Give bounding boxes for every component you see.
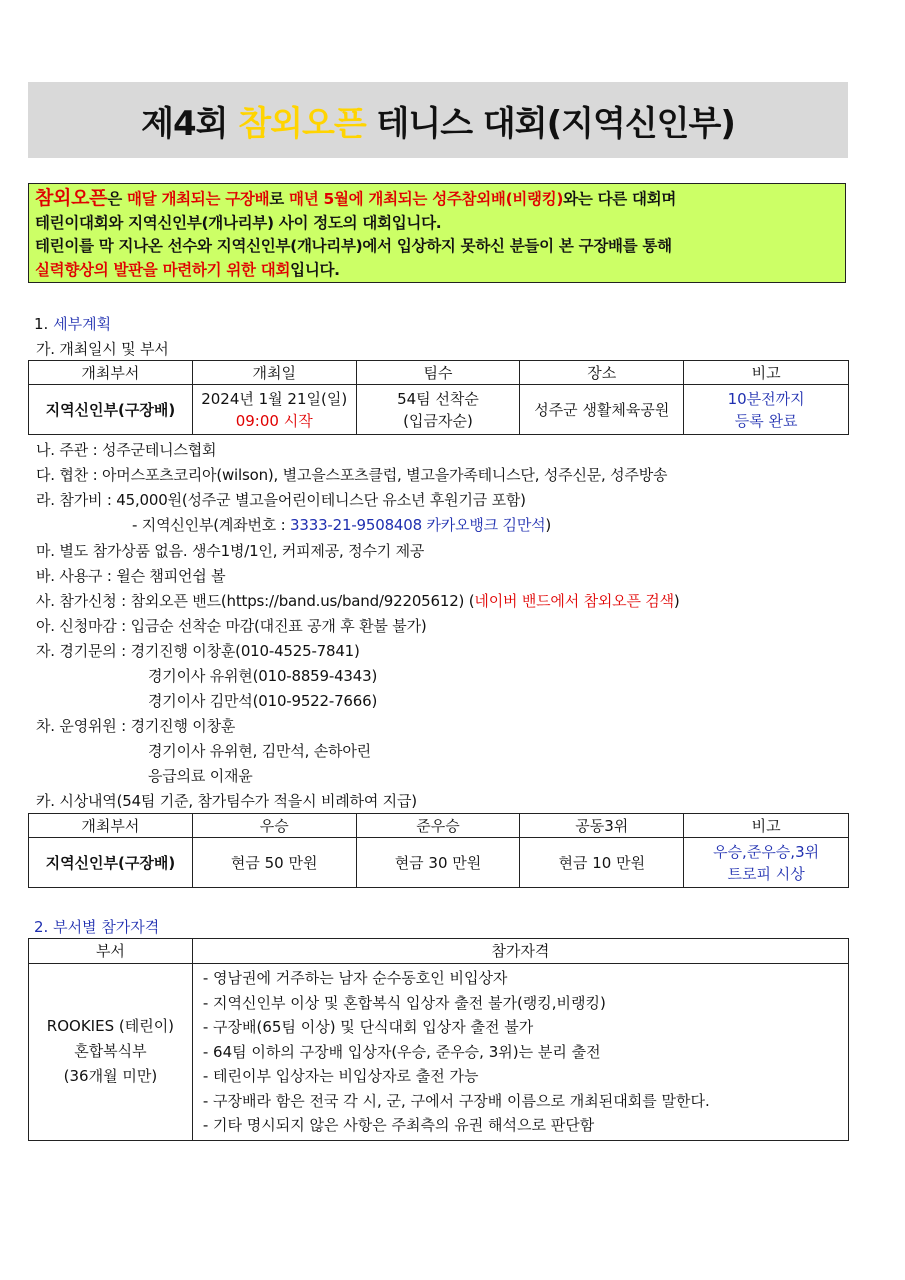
header-cell: 개최일 — [192, 361, 356, 385]
header-cell: 비고 — [684, 361, 849, 385]
item-ga: 가. 개최일시 및 부서 — [36, 340, 169, 358]
item-ah: 아. 신청마감 : 입금순 선착순 마감(대진표 공개 후 환불 불가) — [36, 617, 427, 635]
date-text: 2024년 1월 21일(일) — [201, 389, 348, 408]
intro-line-4 — [35, 259, 839, 283]
item-cha: 차. 운영위원 : 경기진행 이창훈 — [36, 717, 236, 735]
prize-first: 현금 50 만원 — [192, 838, 356, 888]
place-cell: 성주군 생활체육공원 — [520, 385, 684, 435]
header-cell: 개최부서 — [29, 361, 193, 385]
item-cha-3: 응급의료 이재윤 — [148, 767, 253, 785]
item-ka: 카. 시상내역(54팀 기준, 참가팀수가 적을시 비례하여 지급) — [36, 792, 417, 810]
note-text: 10분전까지 — [727, 389, 805, 408]
teams-text: 54팀 선착순 — [397, 389, 479, 408]
rules-cell — [192, 964, 848, 1141]
note-text: 우승,준우승,3위 — [713, 842, 820, 861]
intro-line-2: 테린이대회와 지역신인부(개나리부) 사이 정도의 대회입니다. — [35, 213, 442, 232]
title-prefix: 제4회 — [141, 103, 228, 144]
intro-line-3: 테린이를 막 지나온 선수와 지역신인부(개나리부)에서 입상하지 못하신 분들이 본 구장배를 통해 — [35, 237, 672, 255]
header-cell: 팀수 — [356, 361, 520, 385]
table-row — [29, 838, 849, 888]
account-number: 3333-21-9508408 카카오뱅크 김만석 — [290, 516, 546, 534]
item-ma: 마. 별도 참가상품 없음. 생수1병/1인, 커피제공, 정수기 제공 — [36, 542, 425, 560]
table-header-row — [29, 814, 849, 838]
table-header-row — [29, 361, 849, 385]
rule-item: - 영남권에 거주하는 남자 순수동호인 비입상자 — [202, 969, 508, 987]
header-cell: 개최부서 — [29, 814, 193, 838]
header-cell: 비고 — [684, 814, 849, 838]
signup-close: ) — [673, 592, 680, 610]
section-number: 1. — [34, 315, 49, 333]
page-title — [28, 82, 848, 158]
item-ja: 자. 경기문의 : 경기진행 이창훈(010-4525-7841) — [36, 642, 360, 660]
intro-text: 와는 다른 대회며 — [563, 190, 677, 208]
title-suffix: 테니스 대회(지역신인부) — [376, 103, 735, 144]
note-text: 트로피 시상 — [727, 864, 805, 883]
section-2-heading: 2. 부서별 참가자격 — [34, 918, 160, 936]
intro-red-text: 실력향상의 발판을 마련하기 위한 대회 — [35, 260, 291, 279]
dept-text: (36개월 미만) — [63, 1067, 158, 1086]
prize-second: 현금 30 만원 — [356, 838, 520, 888]
teams-cell — [356, 385, 520, 435]
table-row — [29, 964, 849, 1141]
note-cell — [684, 385, 849, 435]
intro-red-text: 매달 개최되는 구장배 — [127, 190, 270, 208]
item-ra-account — [132, 514, 551, 535]
signup-search-hint: 네이버 밴드에서 참외오픈 검색 — [474, 592, 674, 610]
intro-line-1 — [35, 187, 839, 212]
rule-item: - 지역신인부 이상 및 혼합복식 입상자 출전 불가(랭킹,비랭킹) — [202, 993, 606, 1012]
teams-note: (입금자순) — [403, 411, 473, 430]
header-cell: 장소 — [520, 361, 684, 385]
header-cell: 공동3위 — [520, 814, 684, 838]
table-header-row — [29, 939, 849, 964]
dept-text: ROOKIES (테린이) — [46, 1017, 175, 1036]
header-cell: 참가자격 — [192, 939, 848, 964]
prize-table — [28, 813, 849, 888]
rule-item: - 구장배라 함은 전국 각 시, 군, 구에서 구장배 이름으로 개최된대회를 말한다. — [202, 1091, 710, 1110]
account-close: ) — [545, 516, 552, 534]
rule-item: - 64팀 이하의 구장배 입상자(우승, 준우승, 3위)는 분리 출전 — [202, 1042, 601, 1061]
header-cell: 준우승 — [356, 814, 520, 838]
section-title: 세부계획 — [53, 315, 112, 333]
item-cha-2: 경기이사 유위현, 김만석, 손하아린 — [148, 742, 371, 760]
intro-brand: 참외오픈 — [35, 187, 108, 209]
item-sa — [36, 590, 680, 611]
intro-text: 입니다. — [290, 260, 340, 279]
item-ja-2: 경기이사 유위현(010-8859-4343) — [148, 667, 378, 685]
item-da: 다. 협찬 : 아머스포츠코리아(wilson), 별고을스포츠클럽, 별고을가족테니스단, 성주신문, 성주방송 — [36, 466, 668, 484]
time-text: 09:00 시작 — [235, 411, 313, 430]
prize-third: 현금 10 만원 — [520, 838, 684, 888]
dept-cell — [29, 964, 193, 1141]
dept-text: 혼합복식부 — [74, 1042, 147, 1061]
section-1-heading — [34, 313, 111, 334]
rule-item: - 구장배(65팀 이상) 및 단식대회 입상자 출전 불가 — [202, 1018, 534, 1036]
rule-item: - 테린이부 입상자는 비입상자로 출전 가능 — [202, 1067, 479, 1085]
table-row — [29, 385, 849, 435]
item-na: 나. 주관 : 성주군테니스협회 — [36, 441, 217, 459]
intro-text: 은 — [107, 190, 127, 208]
item-ja-3: 경기이사 김만석(010-9522-7666) — [148, 692, 378, 710]
item-ba: 바. 사용구 : 윌슨 챔피언쉽 볼 — [36, 567, 226, 585]
dept-cell: 지역신인부(구장배) — [29, 385, 193, 435]
account-label: - 지역신인부(계좌번호 : — [132, 516, 291, 534]
note-text: 등록 완료 — [734, 411, 798, 430]
rule-item: - 기타 명시되지 않은 사항은 주최측의 유권 해석으로 판단함 — [202, 1116, 595, 1134]
schedule-table — [28, 360, 849, 435]
dept-cell: 지역신인부(구장배) — [29, 838, 193, 888]
intro-red-text: 매년 5월에 개최되는 성주참외배(비랭킹) — [289, 190, 564, 208]
eligibility-table — [28, 938, 849, 1141]
header-cell: 우승 — [192, 814, 356, 838]
intro-text: 로 — [269, 190, 290, 208]
header-cell: 부서 — [29, 939, 193, 964]
title-highlight: 참외오픈 — [238, 103, 366, 144]
signup-text: 사. 참가신청 : 참외오픈 밴드(https://band.us/band/92205612) ( — [36, 592, 475, 610]
item-ra: 라. 참가비 : 45,000원(성주군 별고을어린이테니스단 유소년 후원기금 포함) — [36, 491, 526, 509]
date-cell — [192, 385, 356, 435]
note-cell — [684, 838, 849, 888]
intro-box — [28, 183, 846, 283]
